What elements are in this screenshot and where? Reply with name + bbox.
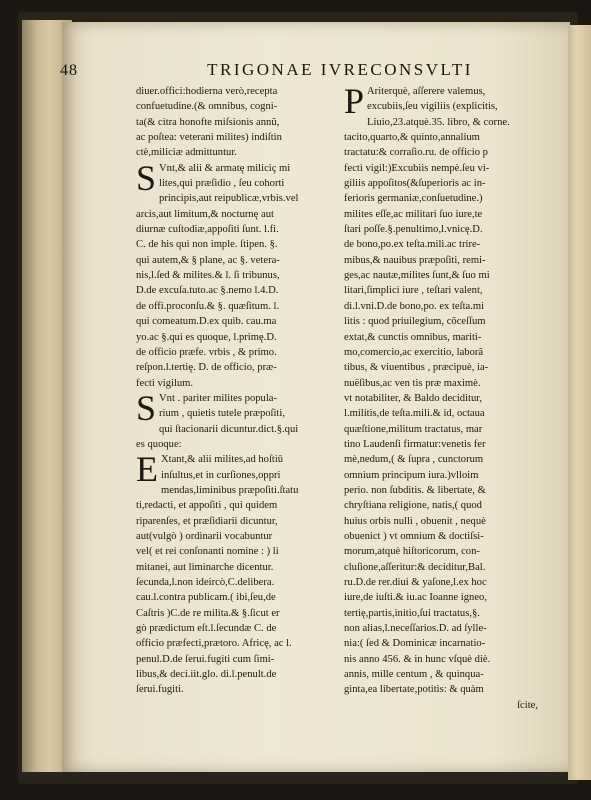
text-line: qui autem,& § plane, ac §. vetera- xyxy=(136,254,280,266)
text-line: libus,& deci.iit.glo. di.l.penult.de xyxy=(136,669,277,681)
text-line: reſpon.l.tertię. D. de officio, præ- xyxy=(136,362,277,374)
text-line: milites eſſe,ac militari ſuo iure,te xyxy=(344,208,483,220)
text-line: aut(vulgò ) ordinarii vocabuntur xyxy=(136,530,273,542)
text-line: ſtari poſſe.§.penultimo,l.vnicę.D. xyxy=(344,224,483,236)
text-line: tractatu:& corraſio.ru. de officio p xyxy=(344,147,488,159)
page-edge-right xyxy=(568,25,591,780)
page-number: 48 xyxy=(60,62,78,79)
text-line: Liuio,23.atquè.35. libro, & corne. xyxy=(367,116,510,128)
text-line: riparenſes, et præſidiarii dicuntur, xyxy=(136,515,278,527)
text-line: es quoque: xyxy=(136,438,182,450)
text-line: Ariterquè, aſſerere valemus, xyxy=(367,86,486,97)
text-line: obuenict ) vt omnium & doctiſsi- xyxy=(344,530,484,542)
text-line: de offi.proconſu.& §. quæſitum. l. xyxy=(136,300,280,312)
text-line: nis,l.ſed & milites.& l. ſi tribunus, xyxy=(136,270,280,282)
paragraph-2 xyxy=(136,387,336,452)
paragraph-right xyxy=(344,81,552,713)
text-line: Vnt . pariter milites popula- xyxy=(159,392,278,404)
text-line: diuer.offici:hodierna verò,recepta xyxy=(136,86,278,97)
running-title: TRIGONAE IVRECONSVLTI xyxy=(207,60,473,79)
text-line: officio præfecti,prætoro. Africę, ac l. xyxy=(136,638,292,650)
text-line: mo,comercio,ac exercitio, laborã xyxy=(344,346,484,358)
drop-cap: E xyxy=(136,449,158,490)
paragraph-3 xyxy=(136,449,336,698)
text-line: mè,nedum,( & ſupra , cunctorum xyxy=(344,454,484,466)
text-line: nia:( ſed & Dominicæ incarnatio- xyxy=(344,638,486,650)
text-line: l.militis,de teſta.mili.& id, octaua xyxy=(344,408,485,420)
text-line: Caſtris )C.de re milita.& §.ſicut er xyxy=(136,607,280,619)
text-line: huius orbis nulli , obuenit , nequè xyxy=(344,515,486,527)
text-line: Xtant,& alii milites,ad hoſtiū xyxy=(161,454,284,466)
text-line: mendas,liminibus præpoſiti.ſtatu xyxy=(161,484,299,496)
text-line: iure,de iuſti.& iu.ac Ioanne igneo, xyxy=(344,592,487,604)
text-line: mibus,& nauibus præpoſiti, remi- xyxy=(344,254,486,266)
text-line: de bono,po.ex teſta.mili.ac trire- xyxy=(344,239,481,251)
drop-cap: S xyxy=(136,157,157,198)
drop-cap: P xyxy=(344,81,365,121)
text-line: nis anno 456. & in hunc vſquè diè. xyxy=(344,653,491,665)
text-line: ac poſtea: veterani milites) indiſtin xyxy=(136,132,282,144)
text-line: non alias,l.neceſſarios.D. ad ſylle- xyxy=(344,623,487,635)
text-line: fecti vigilum. xyxy=(136,377,194,389)
text-line: arcis,aut limitum,& nocturnę aut xyxy=(136,208,274,220)
text-line: di.l.vni.D.de bono,po. ex teſta.mi xyxy=(344,300,485,312)
text-line: giliis appoſitos(&ſuperioris ac in- xyxy=(344,178,486,190)
drop-cap: S xyxy=(136,387,157,428)
text-line: tino Laudenſi firmatur:venetis fer xyxy=(344,438,486,450)
text-line: C. de his qui non imple. ſtipen. §. xyxy=(136,239,278,251)
text-line: cluſione,aſſeritur:& deciditur,Bal. xyxy=(344,561,486,573)
text-line: tacito,quarto,& quinto,annalium xyxy=(344,132,480,144)
intro-paragraph xyxy=(136,84,336,161)
text-line: tibus, & viuentibus , præcipuè, ia- xyxy=(344,362,489,374)
text-line: ges,ac nautæ,milites ſunt,& ſuo mi xyxy=(344,270,490,282)
text-line: ru.D.de rer.diui & yaſone,l.ex hoc xyxy=(344,577,487,588)
text-line: vel( et rei conſonanti nomine : ) li xyxy=(136,546,279,558)
text-line: lites,qui præſidio , ſeu cohorti xyxy=(159,178,285,190)
text-line: fecti vigil:)Excubiis nempè.ſeu vi- xyxy=(344,162,490,174)
text-line: ti,redacti, et appoſiti , qui quidem xyxy=(136,500,278,512)
text-line: qui ſtacionarii dicuntur.dict.§.qui xyxy=(159,423,299,435)
text-line: extat,& cunctis omnibus, mariti- xyxy=(344,331,482,343)
text-line: litari,ſimplici iure , teſtari valent, xyxy=(344,285,483,297)
text-line: morum,atquè hiſtoricorum, con- xyxy=(344,546,480,558)
text-line: mitanei, aut liminarche dicentur. xyxy=(136,561,274,573)
right-column xyxy=(344,81,552,713)
text-line: penul.D.de ſerui.fugiti cum ſimi- xyxy=(136,653,275,665)
text-line: excubiis,ſeu vigiliis (explicitis, xyxy=(367,101,498,113)
text-line: litis : quod priuilegium, cõceſſum xyxy=(344,316,486,328)
text-line: Vnt,& alii & armatę miliciç mi xyxy=(159,162,291,174)
text-line: ta(& citra honofte miſsionis annũ, xyxy=(136,116,280,128)
text-line: ctè,miliciæ admittuntur. xyxy=(136,147,237,159)
text-line: vt notabiliter, & Baldo deciditur, xyxy=(344,392,483,404)
text-line: tertię,partis,initio,ſui tractatus,§. xyxy=(344,607,480,619)
text-line: D.de excuſa.tuto.ac §.nemo l.4.D. xyxy=(136,285,279,297)
text-line: ſcite, xyxy=(517,699,538,711)
text-line: qui comeatum.D.ex quib. cau.ma xyxy=(136,316,277,328)
text-line: confuetudine.(& omnibus, cogni- xyxy=(136,101,278,113)
left-column xyxy=(136,84,336,698)
text-line: omnium principum iura.)vlloim xyxy=(344,469,479,481)
text-line: inſultus,et in curſiones,oppri xyxy=(161,469,281,481)
text-line: ſerui.fugiti. xyxy=(136,684,184,696)
text-line: ginta,ea libertate,potitis: & quàm xyxy=(344,684,484,696)
text-line: chryſtiana religione, natis,( quod xyxy=(344,500,482,512)
paragraph-1 xyxy=(136,157,336,391)
text-line: gò prædictum eſt.l.ſecundæ C. de xyxy=(136,623,277,635)
text-line: yo.ac §.qui es quoque, l.primę.D. xyxy=(136,331,277,343)
text-line: ſecunda,l.non ideircò,C.delibera. xyxy=(136,577,275,588)
text-line: nuëſibus,ac ven tis præ maximè. xyxy=(344,377,481,389)
text-line: quæſtione,militum tractatus, mar xyxy=(344,423,483,435)
text-line: principis,aut reipublicæ,vrbis.vel xyxy=(159,193,299,205)
text-line: perio. non ſubditis. & libertate, & xyxy=(344,484,486,496)
text-line: ferioris germaniæ,conſuetudine.) xyxy=(344,193,483,205)
text-line: rium , quietis tutele præpoſiti, xyxy=(159,408,285,420)
text-line: de officio præfe. vrbis , & primo. xyxy=(136,346,277,358)
text-line: diurnæ cuſtodiæ,appoſiti ſunt. l.fi. xyxy=(136,224,279,236)
text-line: cau.l.contra publicam.( ibi,ſeu,de xyxy=(136,592,276,604)
text-line: annis, mille centum , & quinqua- xyxy=(344,669,484,681)
